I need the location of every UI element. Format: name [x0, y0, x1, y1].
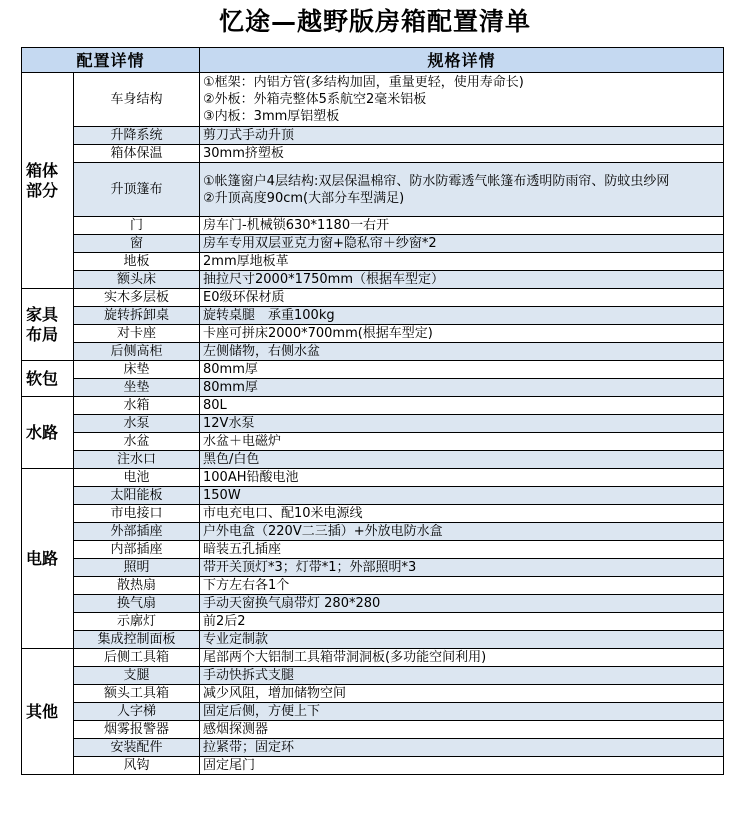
item-spec [200, 73, 724, 127]
table-row [22, 667, 724, 685]
item-spec: 手动快拆式支腿 [200, 667, 724, 685]
section-label-line: 其他 [26, 701, 59, 721]
table-row [22, 469, 724, 487]
item-name: 床垫 [74, 361, 200, 379]
table-row [22, 451, 724, 469]
table-row [22, 739, 724, 757]
item-name: 水泵 [74, 415, 200, 433]
spec-line: ③内板：3mm厚铝塑板 [203, 109, 340, 124]
table-row [22, 595, 724, 613]
table-row [22, 343, 724, 361]
table-row [22, 307, 724, 325]
item-spec: 黑色/白色 [200, 451, 724, 469]
item-name: 坐垫 [74, 379, 200, 397]
item-name: 箱体保温 [74, 145, 200, 163]
item-name: 水箱 [74, 397, 200, 415]
table-row [22, 379, 724, 397]
section-label-line: 电路 [26, 548, 59, 568]
item-name: 地板 [74, 253, 200, 271]
item-name: 额头工具箱 [74, 685, 200, 703]
item-name: 示廓灯 [74, 613, 200, 631]
item-spec: 户外电盒（220V二三插）+外放电防水盒 [200, 523, 724, 541]
table-row [22, 73, 724, 127]
item-spec: 水盆＋电磁炉 [200, 433, 724, 451]
item-name: 实木多层板 [74, 289, 200, 307]
table-row [22, 361, 724, 379]
item-spec: 固定后侧，方便上下 [200, 703, 724, 721]
table-row [22, 613, 724, 631]
item-name: 支腿 [74, 667, 200, 685]
table-row [22, 127, 724, 145]
item-spec: 80mm厚 [200, 361, 724, 379]
item-name: 烟雾报警器 [74, 721, 200, 739]
table-row [22, 163, 724, 217]
item-spec: 下方左右各1个 [200, 577, 724, 595]
table-row [22, 559, 724, 577]
item-spec: 感烟探测器 [200, 721, 724, 739]
item-spec: 拉紧带；固定环 [200, 739, 724, 757]
header-spec: 规格详情 [200, 48, 724, 73]
table-row [22, 631, 724, 649]
item-name: 对卡座 [74, 325, 200, 343]
table-row [22, 217, 724, 235]
table-row [22, 253, 724, 271]
section-label-line: 水路 [26, 422, 59, 442]
item-name: 注水口 [74, 451, 200, 469]
item-spec: 市电充电口、配10米电源线 [200, 505, 724, 523]
spec-line: ②外板：外箱壳整体5系航空2毫米铝板 [203, 92, 427, 107]
table-row [22, 505, 724, 523]
table-row [22, 397, 724, 415]
item-name: 照明 [74, 559, 200, 577]
config-table [21, 47, 724, 775]
item-name: 车身结构 [74, 73, 200, 127]
section-label [22, 397, 74, 469]
section-label [22, 469, 74, 649]
section-label [22, 73, 74, 289]
section-label [22, 361, 74, 397]
item-name: 后侧高柜 [74, 343, 200, 361]
item-spec [200, 163, 724, 217]
item-name: 安装配件 [74, 739, 200, 757]
table-row [22, 541, 724, 559]
table-row [22, 235, 724, 253]
item-spec: 150W [200, 487, 724, 505]
page-title: 忆途—越野版房箱配置清单 [218, 7, 531, 36]
table-row [22, 721, 724, 739]
item-name: 升降系统 [74, 127, 200, 145]
item-name: 太阳能板 [74, 487, 200, 505]
item-spec: 手动天窗换气扇带灯 280*280 [200, 595, 724, 613]
spec-line: ①帐篷窗户4层结构:双层保温棉帘、防水防霉透气帐篷布透明防雨帘、防蚊虫纱网 [203, 173, 670, 189]
section-label-line: 软包 [26, 368, 59, 388]
item-name: 风钩 [74, 757, 200, 775]
item-name: 后侧工具箱 [74, 649, 200, 667]
item-name: 门 [74, 217, 200, 235]
item-spec: 旋转桌腿 承重100kg [200, 307, 724, 325]
item-spec: 卡座可拼床2000*700mm(根据车型定) [200, 325, 724, 343]
table-row [22, 577, 724, 595]
section-label-line: 部分 [26, 180, 59, 200]
item-spec: 房车门-机械锁630*1180一右开 [200, 217, 724, 235]
item-spec: 80mm厚 [200, 379, 724, 397]
item-name: 换气扇 [74, 595, 200, 613]
item-name: 集成控制面板 [74, 631, 200, 649]
table-body [22, 73, 724, 775]
table-row [22, 523, 724, 541]
table-row [22, 433, 724, 451]
item-name: 水盆 [74, 433, 200, 451]
item-spec: 抽拉尺寸2000*1750mm（根据车型定） [200, 271, 724, 289]
item-spec: 尾部两个大铝制工具箱带洞洞板(多功能空间利用) [200, 649, 724, 667]
table-row [22, 271, 724, 289]
table-header-row [22, 48, 724, 73]
item-spec: 30mm挤塑板 [200, 145, 724, 163]
section-label [22, 649, 74, 775]
table-row [22, 685, 724, 703]
item-spec: 带开关顶灯*3；灯带*1；外部照明*3 [200, 559, 724, 577]
item-name: 电池 [74, 469, 200, 487]
table-row [22, 757, 724, 775]
item-name: 市电接口 [74, 505, 200, 523]
section-label-line: 箱体 [26, 160, 59, 180]
item-name: 外部插座 [74, 523, 200, 541]
section-label-line: 布局 [26, 324, 59, 344]
spec-line: ②升顶高度90cm(大部分车型满足) [203, 190, 405, 206]
table-row [22, 289, 724, 307]
item-spec: 减少风阻，增加储物空间 [200, 685, 724, 703]
table-row [22, 415, 724, 433]
section-label [22, 289, 74, 361]
header-config: 配置详情 [22, 48, 200, 73]
item-spec: 剪刀式手动升顶 [200, 127, 724, 145]
table-row [22, 325, 724, 343]
item-spec: 12V水泵 [200, 415, 724, 433]
item-name: 额头床 [74, 271, 200, 289]
section-label-line: 家具 [26, 304, 59, 324]
table-row [22, 145, 724, 163]
item-spec: E0级环保材质 [200, 289, 724, 307]
item-spec: 暗装五孔插座 [200, 541, 724, 559]
table-row [22, 487, 724, 505]
item-name: 散热扇 [74, 577, 200, 595]
item-spec: 专业定制款 [200, 631, 724, 649]
item-name: 旋转拆卸桌 [74, 307, 200, 325]
item-name: 升顶篷布 [74, 163, 200, 217]
item-spec: 前2后2 [200, 613, 724, 631]
table-row [22, 703, 724, 721]
item-spec: 80L [200, 397, 724, 415]
spec-line: ①框架：内铝方管(多结构加固，重量更轻，使用寿命长) [203, 75, 524, 90]
item-spec: 固定尾门 [200, 757, 724, 775]
table-row [22, 649, 724, 667]
item-spec: 房车专用双层亚克力窗+隐私帘＋纱窗*2 [200, 235, 724, 253]
item-name: 内部插座 [74, 541, 200, 559]
item-spec: 2mm厚地板革 [200, 253, 724, 271]
item-spec: 100AH铅酸电池 [200, 469, 724, 487]
item-spec: 左侧储物，右侧水盆 [200, 343, 724, 361]
item-name: 窗 [74, 235, 200, 253]
item-name: 人字梯 [74, 703, 200, 721]
